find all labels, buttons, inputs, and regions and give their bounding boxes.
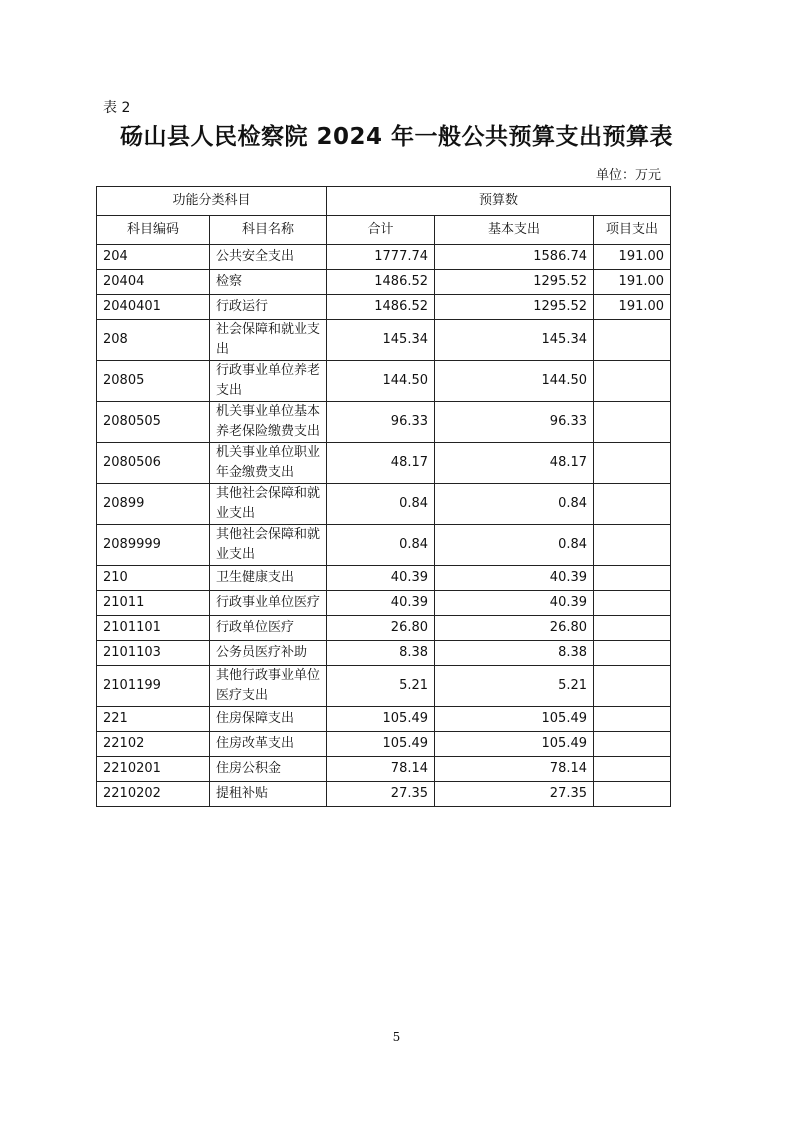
page-title: 砀山县人民检察院 2024 年一般公共预算支出预算表	[119, 124, 674, 150]
cell-basic: 0.84	[435, 484, 594, 525]
cell-total: 8.38	[327, 641, 435, 666]
table-row	[97, 707, 671, 732]
cell-project	[594, 402, 671, 443]
table-header	[97, 187, 671, 245]
cell-total: 48.17	[327, 443, 435, 484]
cell-name: 公务员医疗补助	[210, 641, 327, 666]
cell-project: 191.00	[594, 245, 671, 270]
cell-project	[594, 443, 671, 484]
cell-total: 27.35	[327, 782, 435, 807]
cell-project	[594, 782, 671, 807]
cell-total: 145.34	[327, 320, 435, 361]
cell-code: 2210201	[97, 757, 210, 782]
cell-basic: 26.80	[435, 616, 594, 641]
header-total: 合计	[327, 216, 435, 245]
cell-total: 1486.52	[327, 295, 435, 320]
header-code: 科目编码	[97, 216, 210, 245]
table-row	[97, 270, 671, 295]
cell-code: 20404	[97, 270, 210, 295]
cell-basic: 78.14	[435, 757, 594, 782]
header-column-row	[97, 216, 671, 245]
cell-code: 20899	[97, 484, 210, 525]
cell-basic: 1295.52	[435, 295, 594, 320]
cell-code: 221	[97, 707, 210, 732]
cell-basic: 40.39	[435, 566, 594, 591]
cell-name: 检察	[210, 270, 327, 295]
cell-name: 行政事业单位医疗	[210, 591, 327, 616]
table-row	[97, 782, 671, 807]
table-row	[97, 616, 671, 641]
cell-name: 机关事业单位职业年金缴费支出	[210, 443, 327, 484]
cell-code: 2101101	[97, 616, 210, 641]
cell-basic: 144.50	[435, 361, 594, 402]
cell-total: 105.49	[327, 732, 435, 757]
budget-table	[96, 186, 671, 807]
cell-project	[594, 707, 671, 732]
cell-name: 其他社会保障和就业支出	[210, 484, 327, 525]
table-row	[97, 591, 671, 616]
cell-code: 2080505	[97, 402, 210, 443]
cell-basic: 27.35	[435, 782, 594, 807]
cell-name: 住房改革支出	[210, 732, 327, 757]
header-project: 项目支出	[594, 216, 671, 245]
cell-total: 1777.74	[327, 245, 435, 270]
table-row	[97, 484, 671, 525]
header-basic: 基本支出	[435, 216, 594, 245]
cell-name: 住房保障支出	[210, 707, 327, 732]
cell-name: 卫生健康支出	[210, 566, 327, 591]
cell-code: 2080506	[97, 443, 210, 484]
cell-basic: 40.39	[435, 591, 594, 616]
cell-basic: 145.34	[435, 320, 594, 361]
table-row	[97, 443, 671, 484]
header-budget-group: 预算数	[327, 187, 671, 216]
cell-basic: 105.49	[435, 707, 594, 732]
cell-name: 其他行政事业单位医疗支出	[210, 666, 327, 707]
cell-total: 0.84	[327, 525, 435, 566]
cell-project	[594, 361, 671, 402]
cell-code: 208	[97, 320, 210, 361]
cell-total: 0.84	[327, 484, 435, 525]
cell-name: 其他社会保障和就业支出	[210, 525, 327, 566]
cell-name: 行政单位医疗	[210, 616, 327, 641]
cell-name: 社会保障和就业支出	[210, 320, 327, 361]
table-row	[97, 525, 671, 566]
cell-project	[594, 616, 671, 641]
cell-code: 2040401	[97, 295, 210, 320]
cell-total: 78.14	[327, 757, 435, 782]
cell-name: 行政事业单位养老支出	[210, 361, 327, 402]
cell-basic: 48.17	[435, 443, 594, 484]
cell-code: 22102	[97, 732, 210, 757]
cell-project	[594, 757, 671, 782]
cell-code: 20805	[97, 361, 210, 402]
cell-project: 191.00	[594, 270, 671, 295]
cell-code: 2101199	[97, 666, 210, 707]
cell-code: 204	[97, 245, 210, 270]
cell-total: 1486.52	[327, 270, 435, 295]
cell-total: 105.49	[327, 707, 435, 732]
cell-basic: 5.21	[435, 666, 594, 707]
cell-total: 144.50	[327, 361, 435, 402]
header-group-row	[97, 187, 671, 216]
table-row	[97, 641, 671, 666]
cell-code: 2101103	[97, 641, 210, 666]
table-label: 表 2	[103, 100, 131, 116]
page-number: 5	[392, 1030, 401, 1044]
table-row	[97, 757, 671, 782]
cell-basic: 1586.74	[435, 245, 594, 270]
cell-project	[594, 320, 671, 361]
table-row	[97, 402, 671, 443]
cell-project	[594, 666, 671, 707]
cell-total: 5.21	[327, 666, 435, 707]
cell-project	[594, 591, 671, 616]
cell-total: 40.39	[327, 591, 435, 616]
table-body	[97, 245, 671, 807]
table-row	[97, 295, 671, 320]
table-row	[97, 320, 671, 361]
cell-basic: 96.33	[435, 402, 594, 443]
unit-label: 单位：万元	[595, 168, 661, 183]
cell-name: 提租补贴	[210, 782, 327, 807]
table-row	[97, 566, 671, 591]
header-function-group: 功能分类科目	[97, 187, 327, 216]
cell-basic: 105.49	[435, 732, 594, 757]
cell-name: 行政运行	[210, 295, 327, 320]
cell-total: 26.80	[327, 616, 435, 641]
cell-code: 210	[97, 566, 210, 591]
cell-project	[594, 566, 671, 591]
table-row	[97, 732, 671, 757]
cell-basic: 0.84	[435, 525, 594, 566]
cell-name: 住房公积金	[210, 757, 327, 782]
table-row	[97, 361, 671, 402]
cell-name: 公共安全支出	[210, 245, 327, 270]
cell-code: 21011	[97, 591, 210, 616]
cell-project: 191.00	[594, 295, 671, 320]
table-row	[97, 245, 671, 270]
cell-total: 96.33	[327, 402, 435, 443]
cell-code: 2089999	[97, 525, 210, 566]
cell-name: 机关事业单位基本养老保险缴费支出	[210, 402, 327, 443]
cell-code: 2210202	[97, 782, 210, 807]
cell-basic: 8.38	[435, 641, 594, 666]
cell-project	[594, 525, 671, 566]
cell-project	[594, 484, 671, 525]
cell-total: 40.39	[327, 566, 435, 591]
cell-project	[594, 732, 671, 757]
table-row	[97, 666, 671, 707]
cell-basic: 1295.52	[435, 270, 594, 295]
cell-project	[594, 641, 671, 666]
header-name: 科目名称	[210, 216, 327, 245]
